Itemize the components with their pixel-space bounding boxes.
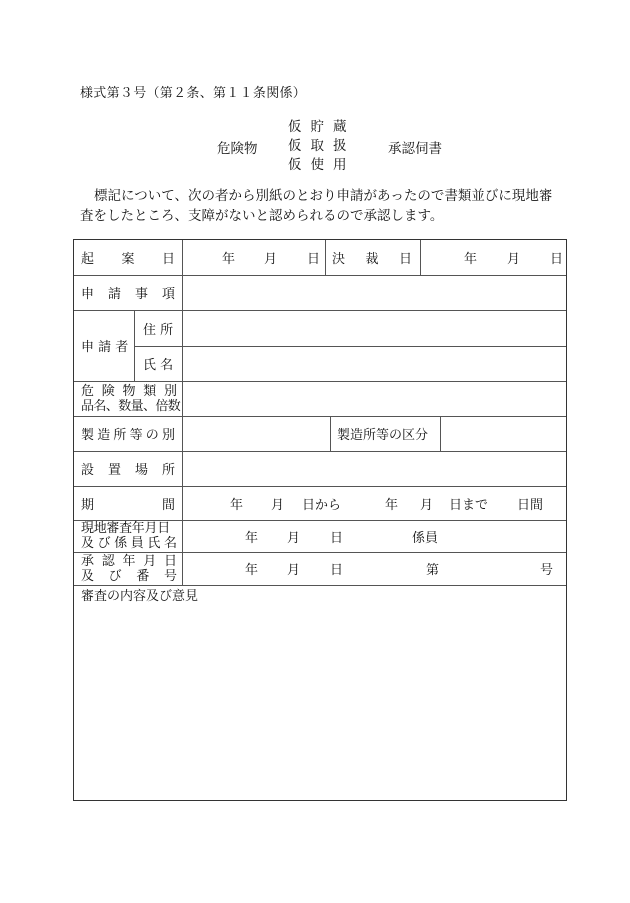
period-month-from: 月 [271, 497, 285, 513]
form-number: 様式第３号（第２条、第１１条関係） [80, 86, 307, 101]
approval-year: 年 [245, 563, 259, 578]
title-approval-request: 承認伺書 [388, 141, 442, 157]
applicant-address-label: 住 所 [143, 322, 174, 338]
title-temporary-use: 仮使用 [288, 157, 356, 173]
decision-date-label: 決 裁 日 [332, 252, 412, 267]
inspection-staff-label: 係員 [412, 530, 439, 546]
draft-day: 日 [307, 252, 321, 267]
decision-year: 年 [464, 252, 478, 267]
draft-year: 年 [222, 252, 236, 267]
location-label: 設 置 場 所 [81, 463, 175, 478]
approval-number-prefix: 第 [426, 563, 440, 578]
period-month-until: 月 [420, 497, 434, 513]
applicant-name-label: 氏 名 [143, 358, 174, 373]
approval-day: 日 [330, 563, 344, 578]
draft-date-label: 起 案 日 [81, 252, 175, 267]
inspection-month: 月 [287, 530, 301, 546]
facility-type-label: 製 造 所 等 の 別 [81, 428, 175, 443]
inspection-year: 年 [245, 530, 259, 546]
approval-label: 承 認 年 月 日 及 び 番 号 [81, 553, 177, 584]
title-permission-types [288, 118, 356, 175]
period-day-from: 日から [302, 497, 342, 513]
approval-form-table [73, 239, 567, 801]
period-year-until: 年 [385, 497, 399, 513]
period-label: 期 間 [81, 497, 175, 513]
facility-division-label: 製造所等の区分 [337, 428, 429, 443]
decision-day: 日 [550, 252, 564, 267]
review-label: 審査の内容及び意見 [81, 588, 199, 604]
decision-month: 月 [507, 252, 521, 267]
approval-month: 月 [287, 563, 301, 578]
title-temporary-handling: 仮取扱 [288, 138, 356, 154]
hazmat-label: 危 険 物 類 別 品名、数量、倍数 [81, 383, 181, 414]
title-temporary-storage: 仮貯蔵 [288, 119, 356, 135]
approval-number-suffix: 号 [540, 563, 554, 578]
applicant-label: 申 請 者 [81, 340, 129, 355]
inspection-day: 日 [330, 530, 344, 546]
period-year-from: 年 [230, 497, 244, 513]
inspection-label: 現地審査年月日 及 び 係 員 氏 名 [81, 521, 177, 551]
period-day-until: 日まで [449, 497, 489, 513]
intro-paragraph: 標記について、次の者から別紙のとおり申請があったので書類並びに現地審査をしたところ、支障がないと認められるので承認します。 [80, 188, 553, 224]
period-days: 日間 [517, 497, 544, 513]
application-item-label: 申 請 事 項 [81, 287, 175, 302]
title-hazmat: 危険物 [217, 141, 258, 157]
draft-month: 月 [264, 252, 278, 267]
